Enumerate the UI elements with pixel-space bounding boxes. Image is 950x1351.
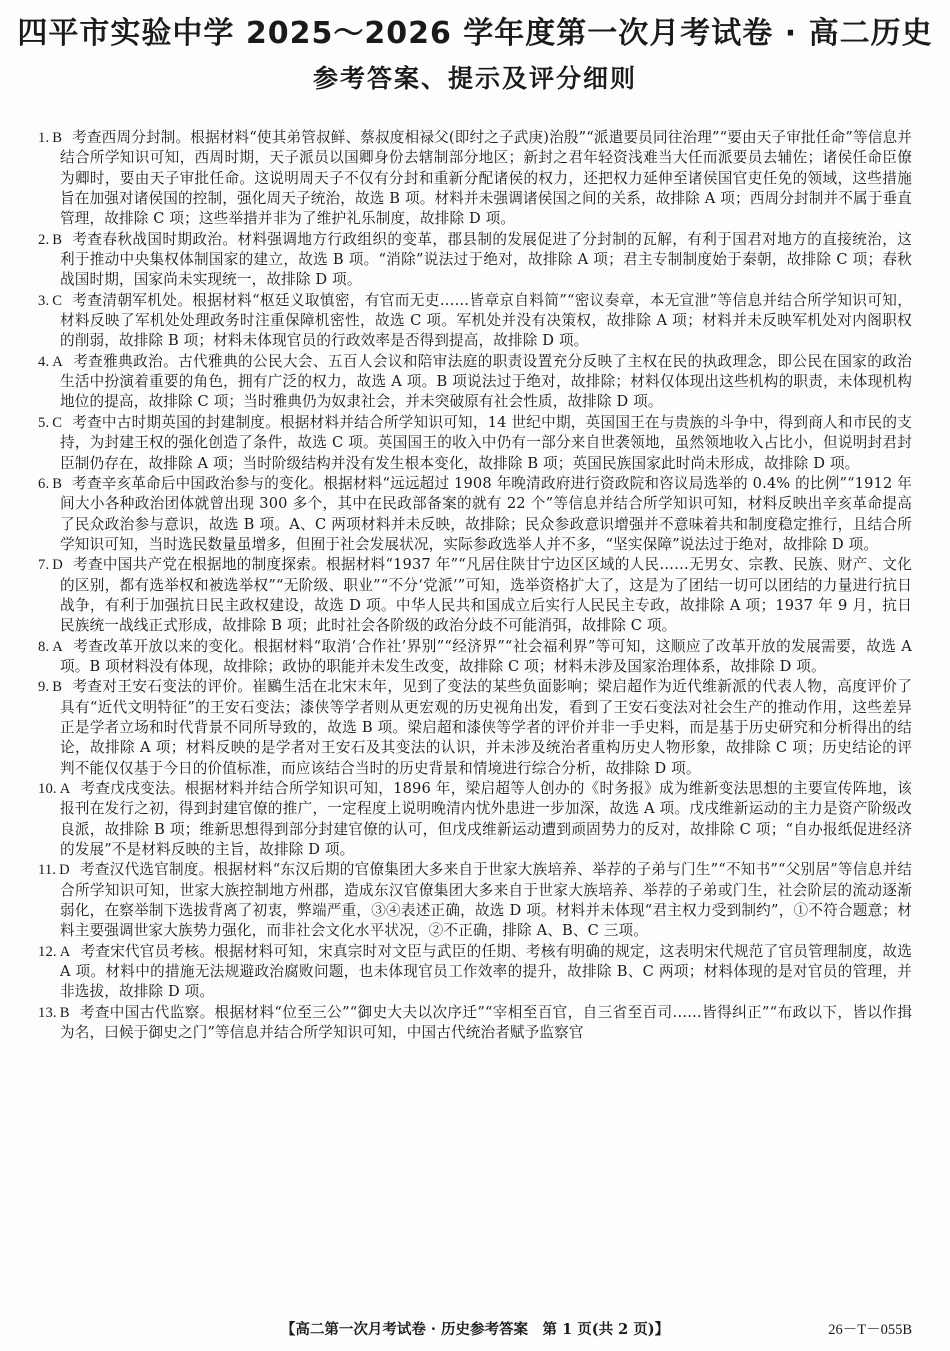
answer-explanation: 考查中国古代监察。根据材料“位至三公”“御史大夫以次序迁”“宰相至百官，自三省至百司……皆得纠正”“布政以下，皆以作揖为名，曰候于御史之门”等信息并结合所学知识可知，中国古代统治者赋予监察官 [60, 1003, 912, 1042]
answer-item [38, 230, 912, 291]
answer-choice: B [52, 231, 63, 248]
answer-choice: A [52, 638, 63, 655]
answer-item [38, 942, 912, 1003]
footer-exam-code: 26－T－055B [828, 1322, 912, 1338]
answer-explanation: 考查中国共产党在根据地的制度探索。根据材料“1937 年”“凡居住陕甘宁边区区域的人民……无男女、宗教、民族、财产、文化的区别，都有选举权和被选举权”“无阶级、职业”“不分‘党派’”可知，选举资格扩大了，这是为了团结一切可以团结的力量进行抗日战争，有利于加强抗日民主政权建设，故选 D 项。中华人民共和国成立后实行人民民主专政，故排除 A 项；1937 年 9 月，抗日民族统一战线正式形成，故排除 B 项；此时社会各阶级的政治分歧不可能消弭，故排除 C 项。 [60, 556, 912, 635]
answer-explanation: 考查雅典政治。古代雅典的公民大会、五百人会议和陪审法庭的职责设置充分反映了主权在民的执政理念，即公民在国家的政治生活中扮演着重要的角色，拥有广泛的权力，故选 A 项。B 项说法过于绝对，故排除；材料仅体现出这些机构的职责，未体现机构地位的提高，故排除 C 项；当时雅典仍为奴隶社会，并未突破原有社会性质，故排除 D 项。 [60, 352, 912, 411]
answer-number: 11. [38, 862, 57, 879]
answer-number: 6. [38, 475, 50, 492]
answer-number: 7. [38, 557, 50, 574]
answer-number: 2. [38, 231, 50, 248]
answer-choice: C [52, 414, 63, 431]
answer-number: 8. [38, 638, 50, 655]
answer-number: 1. [38, 130, 50, 146]
answer-explanation: 考查清朝军机处。根据材料“枢廷义取慎密，有官而无吏……皆章京自料简”“密议奏章，本无宣泄”等信息并结合所学知识可知，材料反映了军机处处理政务时注重保障机密性，故选 C 项。军机处并没有决策权，故排除 A 项；材料并未反映军机处对内阁职权的削弱，故排除 B 项；材料未体现官员的行政效率是否得到提高，故排除 D 项。 [60, 291, 913, 350]
answer-choice: B [52, 679, 63, 696]
answer-explanation: 考查宋代官员考核。根据材料可知，宋真宗时对文臣与武臣的任期、考核有明确的规定，这表明宋代规范了官员管理制度，故选 A 项。材料中的措施无法规避政治腐败问题，也未体现官员工作效率的提升，故排除 B、C 两项；材料体现的是对官员的管理，并非选拔，故排除 D 项。 [60, 942, 912, 1001]
page-footer [0, 1318, 950, 1342]
answer-choice: B [52, 475, 63, 492]
answer-choice: B [59, 1004, 70, 1021]
answer-item [38, 413, 912, 474]
answer-explanation: 考查中古时期英国的封建制度。根据材料并结合所学知识可知，14 世纪中期，英国国王在与贵族的斗争中，得到商人和市民的支持，为封建王权的强化创造了条件，故选 C 项。英国国王的收入中仍有一部分来自世袭领地，虽然领地收入占比小，但说明封君封臣制仍存在，故排除 A 项；当时阶级结构并没有发生根本变化，故排除 B 项；英国民族国家此时尚未形成，故排除 D 项。 [60, 413, 912, 472]
answer-item [38, 352, 912, 413]
answer-explanation: 考查对王安石变法的评价。崔鶠生活在北宋末年，见到了变法的某些负面影响；梁启超作为近代维新派的代表人物，高度评价了具有“近代文明特征”的王安石变法；漆侠等学者则从更宏观的历史视角出发，看到了王安石变法对社会生产的推动作用，这些差异正是学者立场和时代背景不同所导致的，故选 B 项。梁启超和漆侠等学者的评价并非一手史料，而是基于历史研究和分析得出的结论，故排除 A 项；材料反映的是学者对王安石及其变法的认识，并未涉及统治者重构历史人物形象，故排除 C 项；历史结论的评判不能仅仅基于今日的价值标准，而应该结合当时的历史背景和情境进行综合分析，故排除 D 项。 [60, 678, 912, 777]
answer-choice: C [52, 292, 63, 309]
answer-item [38, 128, 912, 230]
answer-choice: A [59, 943, 71, 960]
answer-choice: D [59, 862, 70, 879]
answer-explanation: 考查辛亥革命后中国政治参与的变化。根据材料“远远超过 1908 年晚清政府进行资政院和咨议局选举的 0.4% 的比例”“1912 年间大小各种政治团体就曾出现 300 多个，其中在民政部备案的就有 22 个”等信息并结合所学知识可知，材料反映出辛亥革命提高了民众政治参与意识，故选 B 项。A、C 两项材料并未反映，故排除；民众参政意识增强并不意味着共和制度稳定推行，且结合所学知识可知，当时选民数量虽增多，但囿于社会发展状况，实际参政选举人并不多，“坚实保障”说法过于绝对，故排除 D 项。 [60, 474, 912, 553]
answer-choice: D [52, 557, 63, 574]
answer-item [38, 474, 912, 555]
answer-number: 3. [38, 292, 50, 309]
page-subtitle: 参考答案、提示及评分细则 [312, 64, 637, 93]
answer-explanation: 考查戊戌变法。根据材料并结合所学知识可知，1896 年，梁启超等人创办的《时务报》成为维新变法思想的主要宣传阵地，该报刊在发行之初，得到封建官僚的推广，一定程度上说明晚清内忧外患进一步加深，故选 A 项。戊戌维新运动的主力是资产阶级改良派，故排除 B 项；维新思想得到部分封建官僚的认可，但戊戌维新运动遭到顽固势力的反对，故排除 C 项；“自办报纸促进经济的发展”不是材料反映的主旨，故排除 D 项。 [60, 780, 912, 859]
answer-explanation: 考查汉代选官制度。根据材料“东汉后期的官僚集团大多来自于世家大族培养、举荐的子弟与门生”“不知书”“父别居”等信息并结合所学知识可知，世家大族控制地方州郡，造成东汉官僚集团大多来自于世家大族培养、举荐的子弟或门生，社会阶层的流动逐渐弱化，在察举制下选拔背离了初衷，弊端严重，③④表述正确，故选 D 项。材料并未体现“君主权力受到制约”，①不符合题意；材料主要强调世家大族势力强化，而非社会文化水平状况，②不正确，排除 A、B、C 三项。 [60, 861, 912, 940]
answer-choice: A [52, 353, 63, 370]
answer-explanation: 考查西周分封制。根据材料“使其弟管叔鲜、蔡叔度相禄父(即纣之子武庚)治殷”“派遣要员同往治理”“要由天子审批任命”等信息并结合所学知识可知，西周时期，天子派员以国卿身份去辖制部分地区；新封之君年轻资浅难当大任而派要员去辅佐；诸侯任命臣僚为卿时，要由天子审批任命。这说明周天子不仅有分封和重新分配诸侯的权力，还把权力延伸至诸侯国官吏任免的领域，这些措施旨在加强对诸侯国的控制，强化周天子统治，故选 B 项。材料并未强调诸侯国之间的关系，故排除 A 项；西周分封制并不属于垂直管理，故排除 C 项；这些举措并非为了维护礼乐制度，故排除 D 项。 [60, 129, 912, 228]
answer-number: 4. [38, 353, 50, 370]
answer-choice: A [59, 781, 71, 797]
answer-explanation: 考查改革开放以来的变化。根据材料“取消‘合作社’界别”“经济界”“社会福利界”等可知，这顺应了改革开放的发展需要，故选 A 项。B 项材料没有体现，故排除；政协的职能并未发生改变，故排除 C 项；材料未涉及国家治理体系，故排除 D 项。 [60, 637, 912, 675]
answer-number: 12. [38, 943, 57, 960]
answer-item [38, 677, 912, 779]
answer-choice: B [52, 130, 63, 146]
answer-number: 13. [38, 1004, 57, 1021]
footer-page-info: 【高二第一次月考试卷 · 历史参考答案 第 1 页(共 2 页)】 [280, 1321, 670, 1338]
answer-item [38, 779, 912, 860]
answer-item [38, 291, 912, 352]
answer-item [38, 637, 912, 678]
answer-list [38, 128, 912, 1043]
answer-explanation: 考查春秋战国时期政治。材料强调地方行政组织的变革，郡县制的发展促进了分封制的瓦解，有利于国君对地方的直接统治，这利于推动中央集权体制国家的建立，故选 B 项。“消除”说法过于绝对，故排除 A 项；君主专制制度始于秦朝，故排除 C 项；春秋战国时期，国家尚未实现统一，故排除 D 项。 [60, 230, 912, 289]
answer-number: 10. [38, 781, 57, 797]
answer-number: 5. [38, 414, 50, 431]
answer-number: 9. [38, 679, 50, 696]
answer-item [38, 860, 912, 941]
answer-item [38, 555, 912, 636]
answer-item [38, 1003, 912, 1044]
page-title: 四平市实验中学 2025～2026 学年度第一次月考试卷 · 高二历史 [17, 16, 933, 51]
